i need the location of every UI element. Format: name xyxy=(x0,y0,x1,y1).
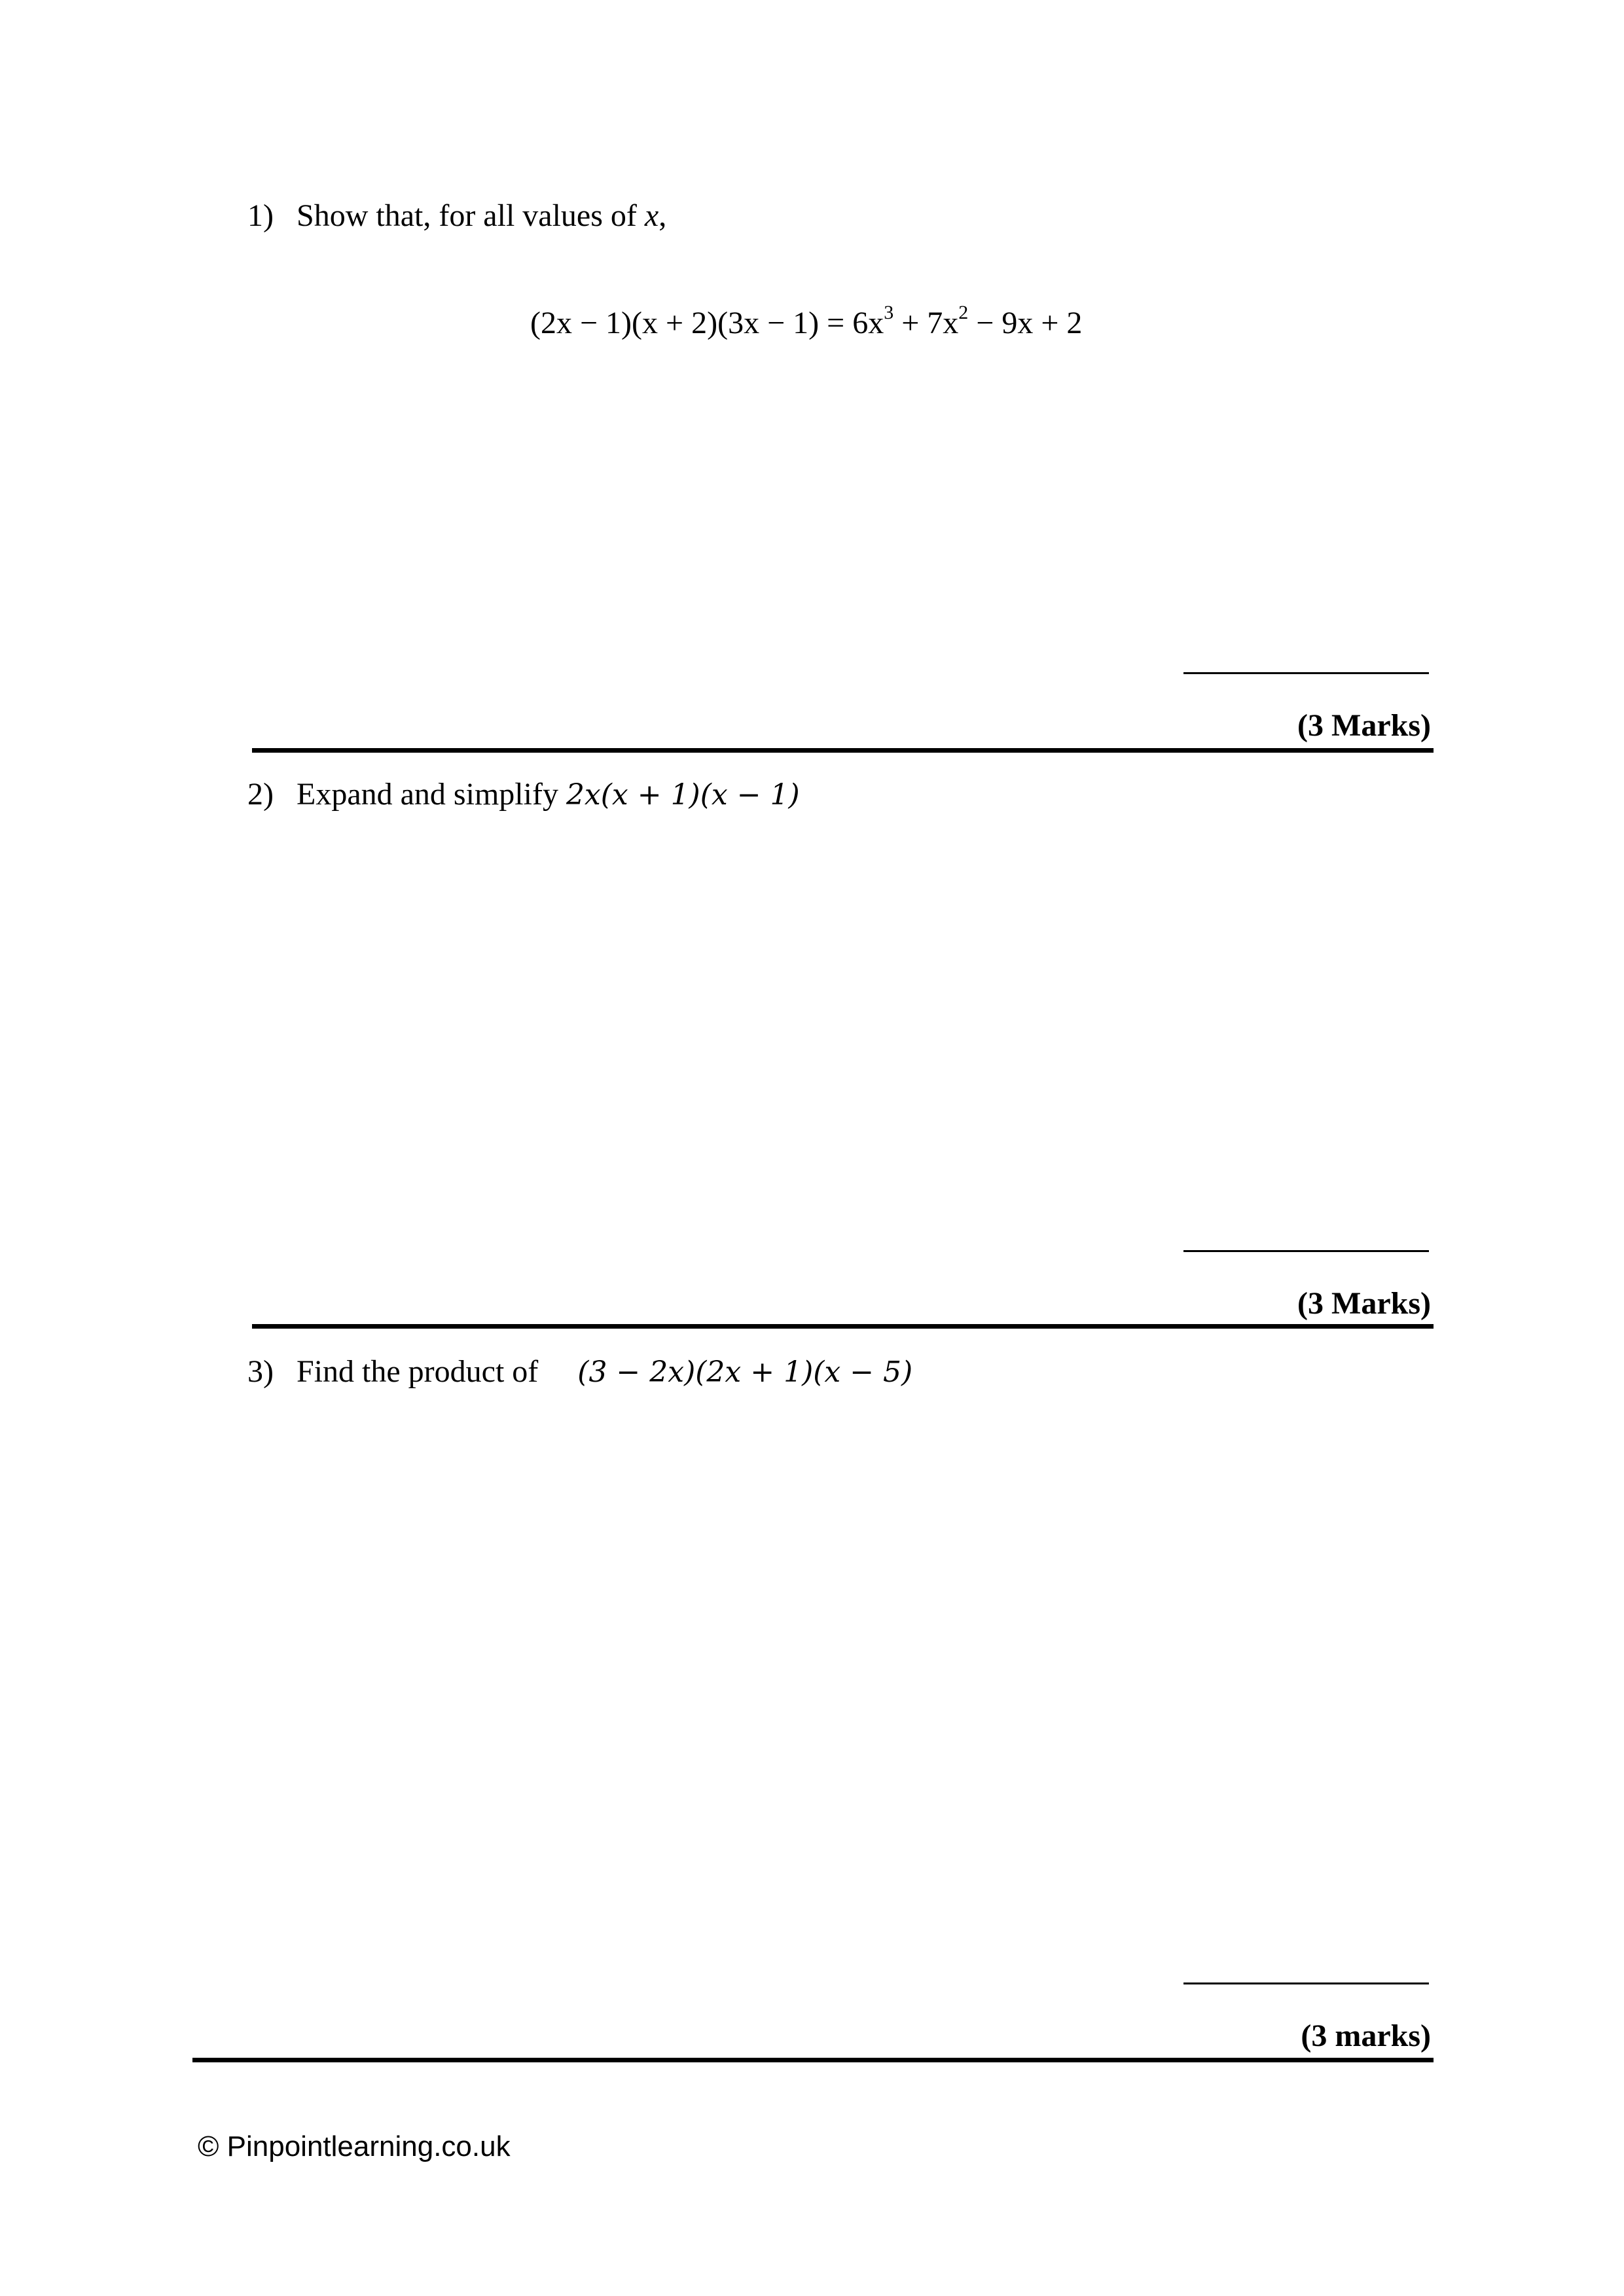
question-2-number: 2) xyxy=(247,777,274,812)
question-3-prompt xyxy=(247,1356,912,1388)
question-2-marks: (3 Marks) xyxy=(1297,1286,1431,1321)
equation-lhs: (2x − 1)(x + 2)(3x − 1) = 6x xyxy=(530,306,884,340)
question-1-variable: x xyxy=(644,198,659,233)
question-1-marks: (3 Marks) xyxy=(1297,708,1431,743)
question-1-equation xyxy=(530,302,1083,340)
question-1-number: 1) xyxy=(247,198,274,233)
question-1-answer-line[interactable] xyxy=(1183,672,1429,674)
question-2-expression: 2x(x + 1)(x − 1) xyxy=(566,778,800,812)
equation-mid: + 7x xyxy=(893,306,959,340)
question-3-text: Find the product of xyxy=(297,1354,539,1389)
question-3-answer-line[interactable] xyxy=(1183,1982,1429,1984)
copyright-footer: © Pinpointlearning.co.uk xyxy=(198,2130,511,2162)
question-2-prompt xyxy=(247,779,800,810)
equation-rhs: − 9x + 2 xyxy=(968,306,1083,340)
question-2-text: Expand and simplify xyxy=(297,777,558,812)
equation-exponent-3: 3 xyxy=(884,302,894,323)
question-3-divider xyxy=(192,2058,1434,2062)
question-3-number: 3) xyxy=(247,1354,274,1389)
equation-exponent-2: 2 xyxy=(958,302,969,323)
question-3-expression: (3 − 2x)(2x + 1)(x − 5) xyxy=(577,1355,913,1389)
question-2-divider xyxy=(252,1324,1434,1329)
question-3-marks: (3 marks) xyxy=(1301,2018,1431,2053)
question-1-divider xyxy=(252,748,1434,753)
question-1-prompt: 1) Show that, for all values of x, xyxy=(247,198,667,233)
question-1-text: Show that, for all values of xyxy=(297,198,637,233)
question-2-answer-line[interactable] xyxy=(1183,1250,1429,1252)
